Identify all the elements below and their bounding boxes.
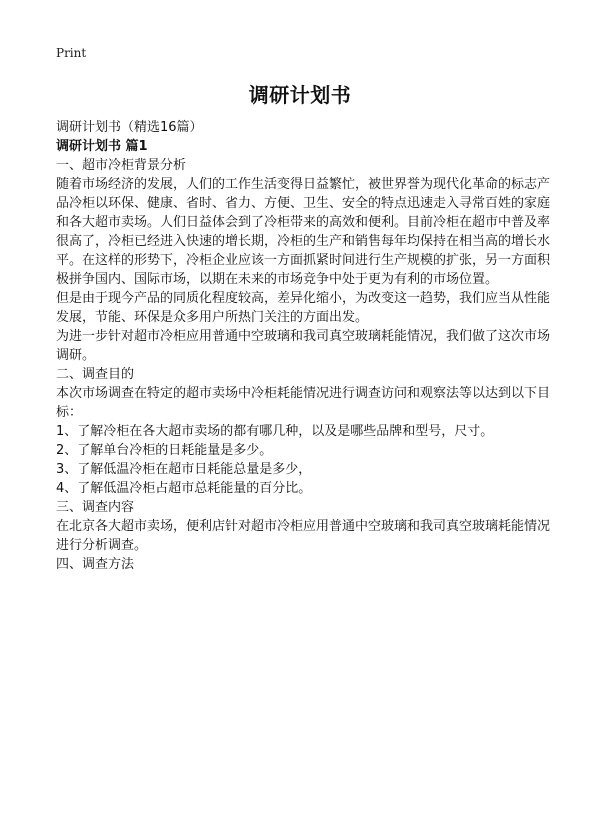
- section-title: 调研计划书 篇1: [56, 139, 148, 154]
- paragraph-differentiation: 但是由于现今产品的同质化程度较高，差异化缩小，为改变这一趋势，我们应当从性能发展，节能、环保是众多用户所热门关注的方面出发。: [56, 291, 551, 325]
- goal-item-2: 2、了解单台冷柜的日耗能量是多少。: [56, 443, 273, 458]
- paragraph-goals-intro: 本次市场调查在特定的超市卖场中冷柜耗能情况进行调查访问和观察法等以达到以下目标：: [56, 386, 551, 420]
- paragraph-research-purpose: 为进一步针对超市冷柜应用普通中空玻璃和我司真空玻璃耗能情况，我们做了这次市场调研。: [56, 329, 551, 363]
- goal-item-3: 3、了解低温冷柜在超市日耗能总量是多少，: [56, 462, 312, 477]
- print-label: Print: [56, 46, 87, 60]
- heading-survey-content: 三、调查内容: [56, 500, 135, 515]
- document-body: [56, 118, 556, 574]
- heading-survey-method: 四、调查方法: [56, 557, 135, 572]
- document-title: 调研计划书: [248, 83, 352, 107]
- paragraph-background: 随着市场经济的发展，人们的工作生活变得日益繁忙，被世界誉为现代化革命的标志产品冷柜以环保、健康、省时、省力、方便、卫生、安全的特点迅速走入寻常百姓的家庭和各大超市卖场。人们日益体会到了冷柜带来的高效和便利。目前冷柜在超市中普及率很高了，冷柜已经进入快速的增长期，冷柜的生产和销售每年均保持在相当高的增长水平。在这样的形势下，冷柜企业应该一方面抓紧时间进行生产规模的扩张，另一方面积极拼争国内、国际市场，以期在未来的市场竞争中处于更为有利的市场位置。: [56, 177, 551, 287]
- heading-background-analysis: 一、超市冷柜背景分析: [56, 158, 187, 173]
- document-subtitle: 调研计划书（精选16篇）: [56, 120, 203, 135]
- goal-item-4: 4、了解低温冷柜占超市总耗能量的百分比。: [56, 481, 312, 496]
- heading-survey-goals: 二、调查目的: [56, 367, 135, 382]
- goal-item-1: 1、了解冷柜在各大超市卖场的都有哪几种，以及是哪些品牌和型号，尺寸。: [56, 424, 494, 439]
- paragraph-survey-content: 在北京各大超市卖场，便利店针对超市冷柜应用普通中空玻璃和我司真空玻璃耗能情况进行分析调查。: [56, 519, 551, 553]
